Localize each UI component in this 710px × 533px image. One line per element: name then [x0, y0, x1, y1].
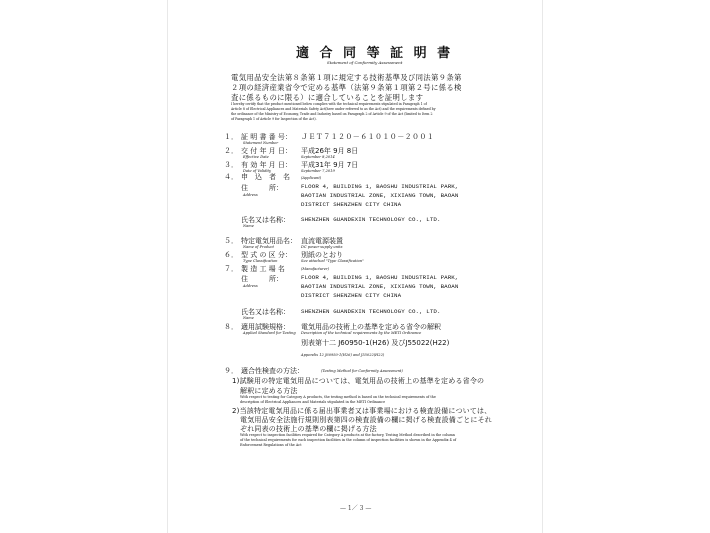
- product-name-value: 直流電源装置: [301, 237, 343, 245]
- testing-method-p2-jp: ぞれ同表の技術上の基準の欄に掲げる方法: [240, 425, 377, 433]
- applicant-name-label: 氏名又は名称：: [241, 216, 290, 224]
- item-number: ４．: [224, 173, 238, 181]
- testing-method-p1-en: With respect to testing for Category A products, the testing method is based on the technical requirements of the: [240, 395, 436, 399]
- certificate-number-value: ＪＥＴ７１２０－６１０１０－２００１: [301, 133, 435, 141]
- certificate-number-label: 証 明 書 番 号：: [241, 133, 292, 141]
- applicant-name-label-en: Name: [243, 224, 254, 228]
- item-number: ５．: [224, 237, 238, 245]
- certificate-number-label-en: Statement Number: [243, 141, 279, 145]
- product-name-label: 特定電気用品名：: [241, 237, 297, 245]
- manufacturer-address-label-en: Address: [243, 284, 258, 288]
- manufacturer-name-value: SHENZHEN GUANDEXIN TECHNOLOGY CO., LTD.: [301, 308, 441, 315]
- testing-method-p1-en: description of Electrical Appliances and Materials stipulated in the METI Ordinance: [240, 400, 386, 404]
- type-classification-label-en: Type Classification: [243, 259, 278, 263]
- manufacturer-label: 製 造 工 場 名: [241, 265, 285, 273]
- item-number: ３．: [224, 161, 238, 169]
- effective-date-value-en: September 8,2014: [301, 155, 335, 159]
- item-number: １．: [224, 133, 238, 141]
- document-title: 適 合 同 等 証 明 書: [296, 46, 454, 61]
- applied-standard-value2: 別表第十二 J60950-1(H26) 及びJ55022(H22): [301, 339, 450, 347]
- applicant-address-label: 住 所：: [241, 184, 283, 192]
- intro-jp-line: 査に係るものに限る）に適合していることを証明します: [231, 93, 424, 102]
- manufacturer-name-label-en: Name: [243, 316, 254, 320]
- item-number: ６．: [224, 251, 238, 259]
- applied-standard-value-en: Description of the technical requirements by the METI Ordinance: [301, 331, 422, 335]
- applicant-label: 申 込 者 名: [241, 173, 290, 181]
- intro-en-line: the ordinance of the Ministry of Economy, Trade and Industry based on Paragraph 2 of Article 9 of the Act (limited to Item 2: [231, 112, 433, 116]
- product-name-label-en: Name of Product: [243, 245, 274, 249]
- effective-date-label: 交 付 年 月 日：: [241, 147, 292, 155]
- applicant-name-value: SHENZHEN GUANDEXIN TECHNOLOGY CO., LTD.: [301, 216, 441, 223]
- validity-date-value-en: September 7,2019: [301, 169, 335, 173]
- applicant-address-line: DISTRICT SHENZHEN CITY CHINA: [301, 201, 402, 208]
- testing-method-p2-en: With respect to inspection facilities required for Category A products at the factory, Testing Method described in the column: [240, 433, 455, 437]
- applicant-label-en: (Applicant): [301, 176, 322, 180]
- testing-method-label-en: (Testing Method for Conformity Assessment): [321, 369, 403, 373]
- manufacturer-address-line: DISTRICT SHENZHEN CITY CHINA: [301, 292, 402, 299]
- intro-jp-line: 電気用品安全法第８条第１項に規定する技術基準及び同法第９条第: [231, 73, 462, 82]
- applied-standard-label: 適用試験規格：: [241, 323, 290, 331]
- testing-method-p1-jp: 解釈に定める方法: [240, 387, 298, 395]
- intro-en-line: Article 8 of Electrical Appliances and Materials Safety Act(here under referred to as the Act) and the requirements defined by: [231, 107, 436, 111]
- testing-method-p2-en: of the technical requirements for each inspection facilities in the column of inspection facilities is shown in the Appendix 4 of: [240, 438, 457, 442]
- testing-method-label: 適合性検査の方法：: [241, 367, 304, 375]
- applicant-address-line: BAOTIAN INDUSTRIAL ZONE, XIXIANG TOWN, BAOAN: [301, 192, 459, 199]
- page-number: — 1／ 3 —: [340, 505, 372, 512]
- testing-method-p2-en: Enforcement Regulations of the Act: [240, 443, 302, 447]
- testing-method-p2-jp: 電気用品安全法施行規則別表第四の検査設備の欄に掲げる検査設備ごとにそれ: [240, 416, 492, 424]
- intro-en-line: of Paragraph 1 of Article 9 for Inspection of the Act).: [231, 117, 317, 121]
- applied-standard-appendix: Appendix 12 J60950-1(H26) and J55022(H22): [301, 353, 385, 357]
- applicant-address-label-en: Address: [243, 193, 258, 197]
- document-subtitle: Statement of Conformity Assessment: [327, 60, 403, 65]
- intro-jp-line: ２項の経済産業省令で定める基準（法第９条第１項第２号に係る検: [231, 83, 462, 92]
- validity-date-label: 有 効 年 月 日：: [241, 161, 292, 169]
- testing-method-p1-jp: 1)試験用の特定電気用品については、電気用品の技術上の基準を定める省令の: [232, 377, 485, 385]
- type-classification-value: 別紙のとおり: [301, 251, 343, 259]
- intro-en-line: I hereby certify that the product mentioned below complies with the technical requirements stipulated in Paragraph 1 of: [231, 102, 427, 106]
- testing-method-p2-jp: 2)当該特定電気用品に係る届出事業者又は事業場における検査設備については、: [232, 407, 492, 415]
- manufacturer-address-line: FLOOR 4, BUILDING 1, BAOSHU INDUSTRIAL PARK,: [301, 274, 459, 281]
- item-number: ７．: [224, 265, 238, 273]
- applied-standard-label-en: Applied Standard for Testing: [243, 331, 296, 335]
- manufacturer-name-label: 氏名又は名称：: [241, 308, 290, 316]
- type-classification-label: 型 式 の 区 分：: [241, 251, 292, 259]
- applicant-address-line: FLOOR 4, BUILDING 1, BAOSHU INDUSTRIAL PARK,: [301, 183, 459, 190]
- manufacturer-label-en: (Manufacturer): [301, 267, 330, 271]
- validity-date-label-en: Date of Validity: [243, 169, 272, 173]
- validity-date-value: 平成31年 9月 7日: [301, 161, 359, 169]
- product-name-value-en: DC power supply units: [301, 245, 343, 249]
- manufacturer-address-label: 住 所：: [241, 275, 283, 283]
- effective-date-label-en: Effective Date: [243, 155, 269, 159]
- item-number: ８．: [224, 323, 238, 331]
- applied-standard-value: 電気用品の技術上の基準を定める省令の解釈: [301, 323, 441, 331]
- effective-date-value: 平成26年 9月 8日: [301, 147, 359, 155]
- type-classification-value-en: See attached "Type Classification": [301, 259, 364, 263]
- item-number: ２．: [224, 147, 238, 155]
- item-number: ９．: [224, 367, 238, 375]
- manufacturer-address-line: BAOTIAN INDUSTRIAL ZONE, XIXIANG TOWN, BAOAN: [301, 283, 459, 290]
